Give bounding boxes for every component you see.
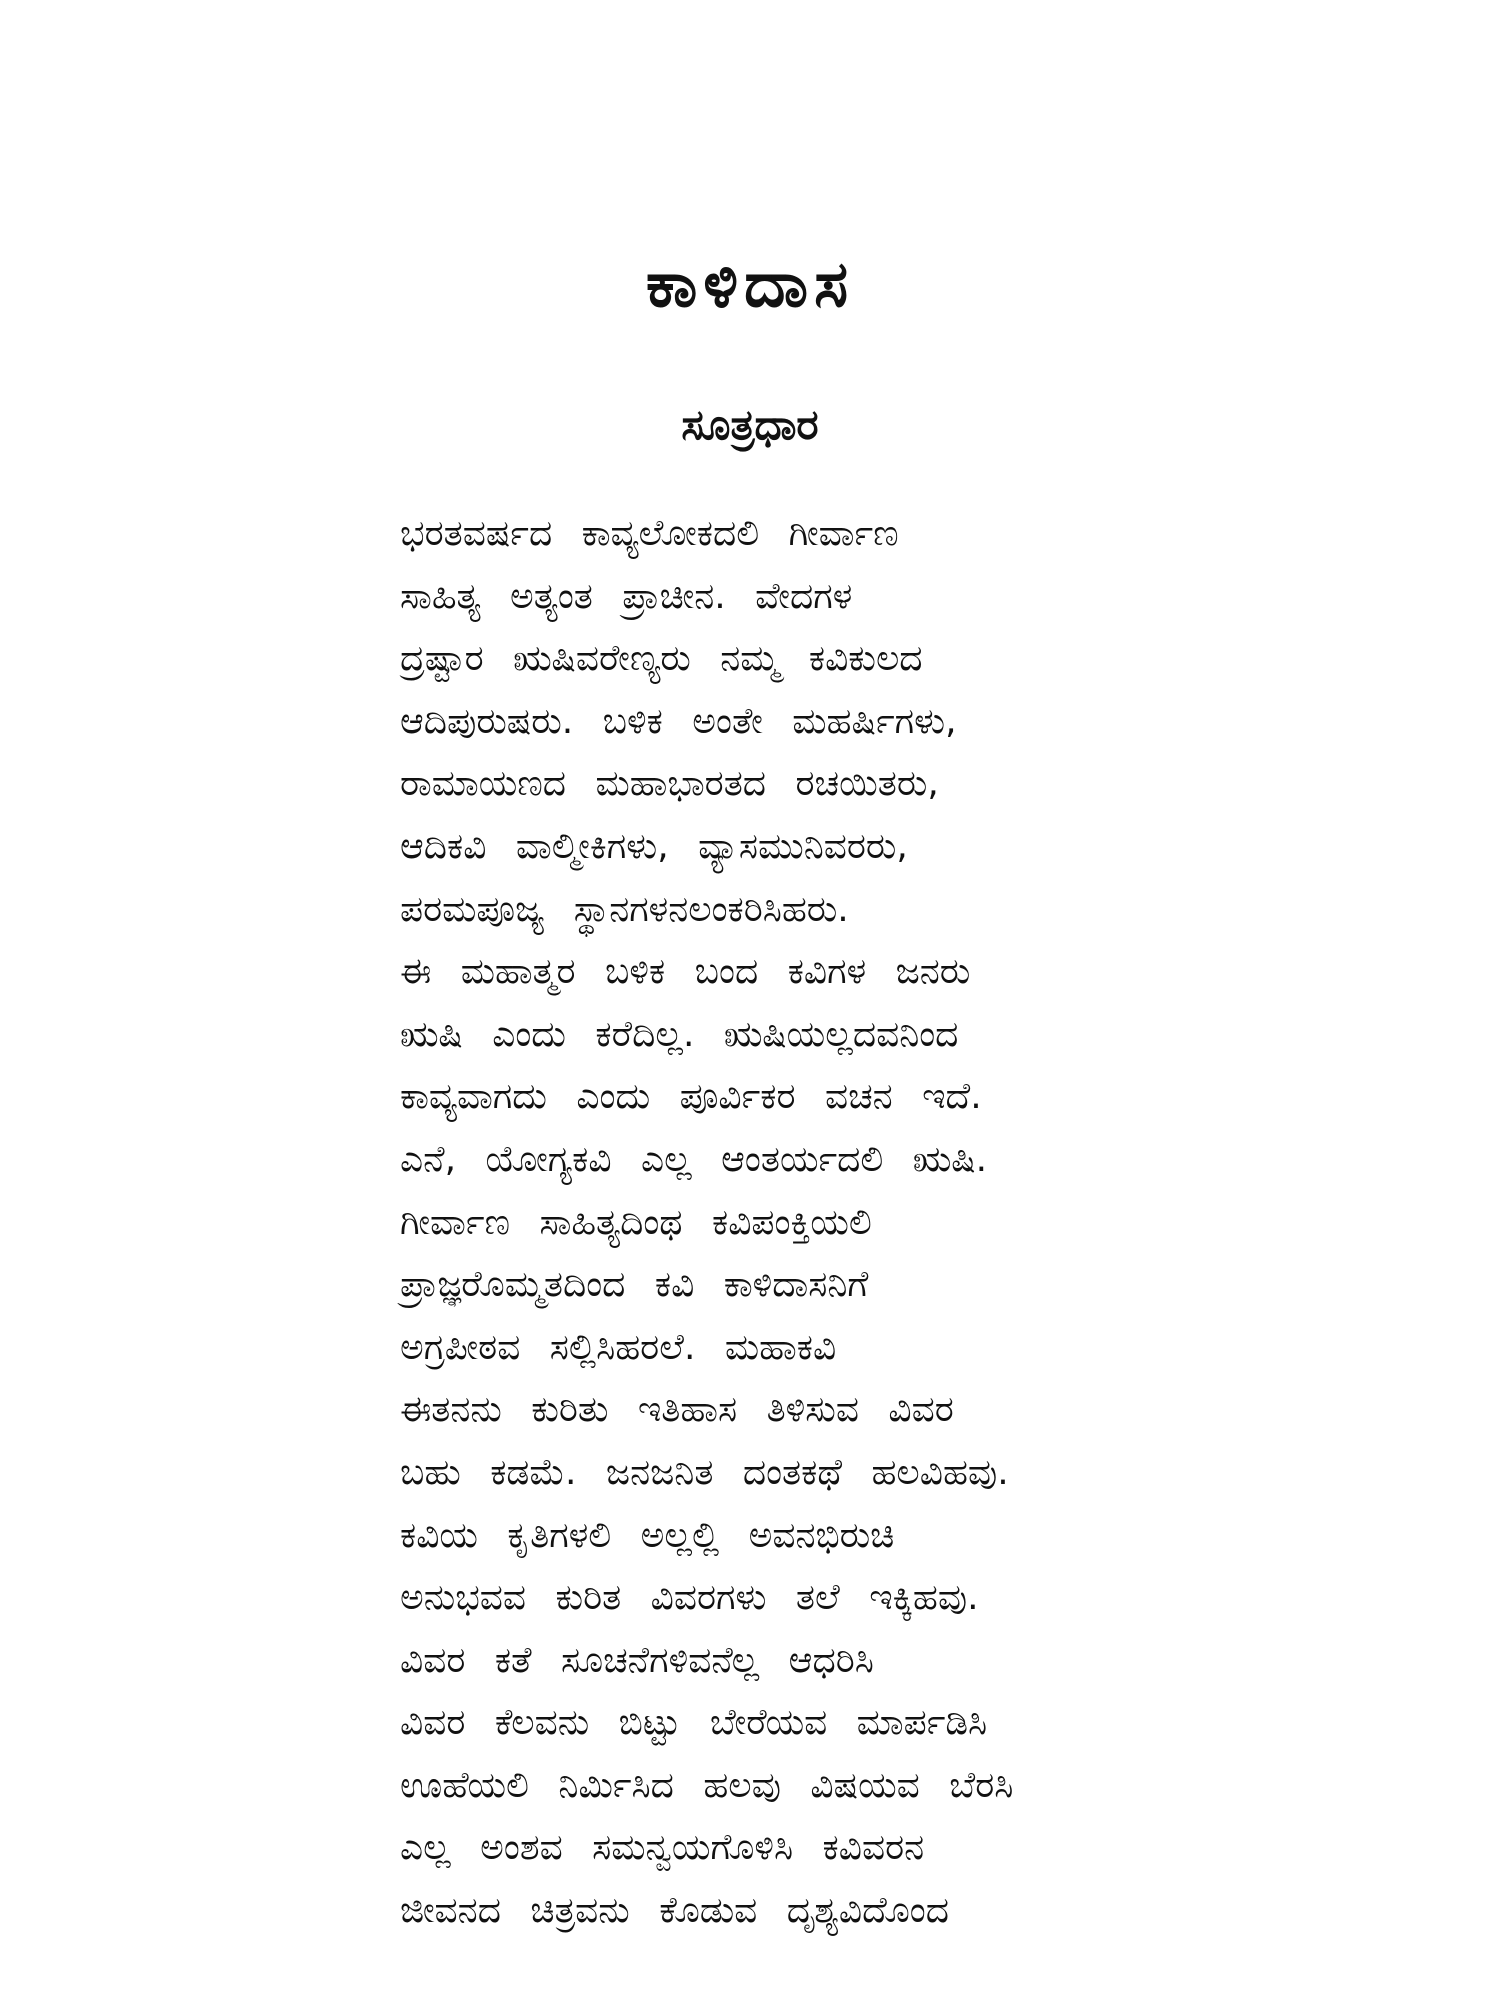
verse-line: ಪ್ರಾಜ್ಞರೊಮ್ಮತದಿಂದ ಕವಿ ಕಾಳಿದಾಸನಿಗೆ (400, 1264, 869, 1306)
verse-line: ಬಹು ಕಡಮೆ. ಜನಜನಿತ ದಂತಕಥೆ ಹಲವಿಹವು. (400, 1451, 1009, 1493)
verse-line: ರಾಮಾಯಣದ ಮಹಾಭಾರತದ ರಚಯಿತರು, (400, 763, 939, 805)
verse-line: ಅನುಭವವ ಕುರಿತ ವಿವರಗಳು ತಲೆ ಇಕ್ಕಿಹವು. (400, 1577, 979, 1619)
verse-line: ಈ ಮಹಾತ್ಮರ ಬಳಿಕ ಬಂದ ಕವಿಗಳ ಜನರು (400, 951, 971, 993)
verse-line: ಭರತವರ್ಷದ ಕಾವ್ಯಲೋಕದಲಿ ಗೀರ್ವಾಣ (400, 513, 899, 554)
section-heading: ಸೂತ್ರಧಾರ (681, 400, 819, 449)
verse-line: ಆದಿಕವಿ ವಾಲ್ಮೀಕಿಗಳು, ವ್ಯಾಸಮುನಿವರರು, (400, 825, 908, 867)
verse-line: ಗೀರ್ವಾಣ ಸಾಹಿತ್ಯದಿಂಥ ಕವಿಪಂಕ್ತಿಯಲಿ (400, 1201, 872, 1243)
verse-line: ಅಗ್ರಪೀಠವ ಸಲ್ಲಿಸಿಹರಲೆ. ಮಹಾಕವಿ (400, 1326, 837, 1368)
verse-line: ಕವಿಯ ಕೃತಿಗಳಲಿ ಅಲ್ಲಲ್ಲಿ ಅವನಭಿರುಚಿ (400, 1514, 895, 1556)
verse-line: ಕಾವ್ಯವಾಗದು ಎಂದು ಪೂರ್ವಿಕರ ವಚನ ಇದೆ. (400, 1076, 982, 1118)
verse-line: ಜೀವನದ ಚಿತ್ರವನು ಕೊಡುವ ದೃಶ್ಯವಿದೊಂದ (400, 1890, 949, 1932)
verse-line: ಊಹೆಯಲಿ ನಿರ್ಮಿಸಿದ ಹಲವು ವಿಷಯವ ಬೆರಸಿ (400, 1764, 1014, 1806)
verse-body (400, 503, 1460, 1943)
page-title: ಕಾಳಿದಾಸ (645, 248, 855, 322)
verse-line: ಎನೆ, ಯೋಗ್ಯಕವಿ ಎಲ್ಲ ಆಂತರ್ಯದಲಿ ಋಷಿ. (400, 1138, 988, 1180)
verse-line: ಎಲ್ಲ ಅಂಶವ ಸಮನ್ವಯಗೊಳಿಸಿ ಕವಿವರನ (400, 1827, 925, 1869)
verse-line: ಪರಮಪೂಜ್ಯ ಸ್ಥಾನಗಳನಲಂಕರಿಸಿಹರು. (400, 888, 849, 930)
verse-line: ಋಷಿ ಎಂದು ಕರೆದಿಲ್ಲ. ಋಷಿಯಲ್ಲದವನಿಂದ (400, 1013, 959, 1055)
verse-line: ಸಾಹಿತ್ಯ ಅತ್ಯಂತ ಪ್ರಾಚೀನ. ವೇದಗಳ (400, 575, 853, 617)
verse-line: ವಿವರ ಕತೆ ಸೂಚನೆಗಳಿವನೆಲ್ಲ ಆಧರಿಸಿ (400, 1639, 874, 1681)
verse-line: ಈತನನು ಕುರಿತು ಇತಿಹಾಸ ತಿಳಿಸುವ ವಿವರ (400, 1389, 954, 1431)
verse-line: ಆದಿಪುರುಷರು. ಬಳಿಕ ಅಂತೇ ಮಹರ್ಷಿಗಳು, (400, 700, 957, 742)
verse-line: ದ್ರಷ್ಟಾರ ಋಷಿವರೇಣ್ಯರು ನಮ್ಮ ಕವಿಕುಲದ (400, 638, 923, 680)
verse-line: ವಿವರ ಕೆಲವನು ಬಿಟ್ಟು ಬೇರೆಯವ ಮಾರ್ಪಡಿಸಿ (400, 1702, 988, 1744)
